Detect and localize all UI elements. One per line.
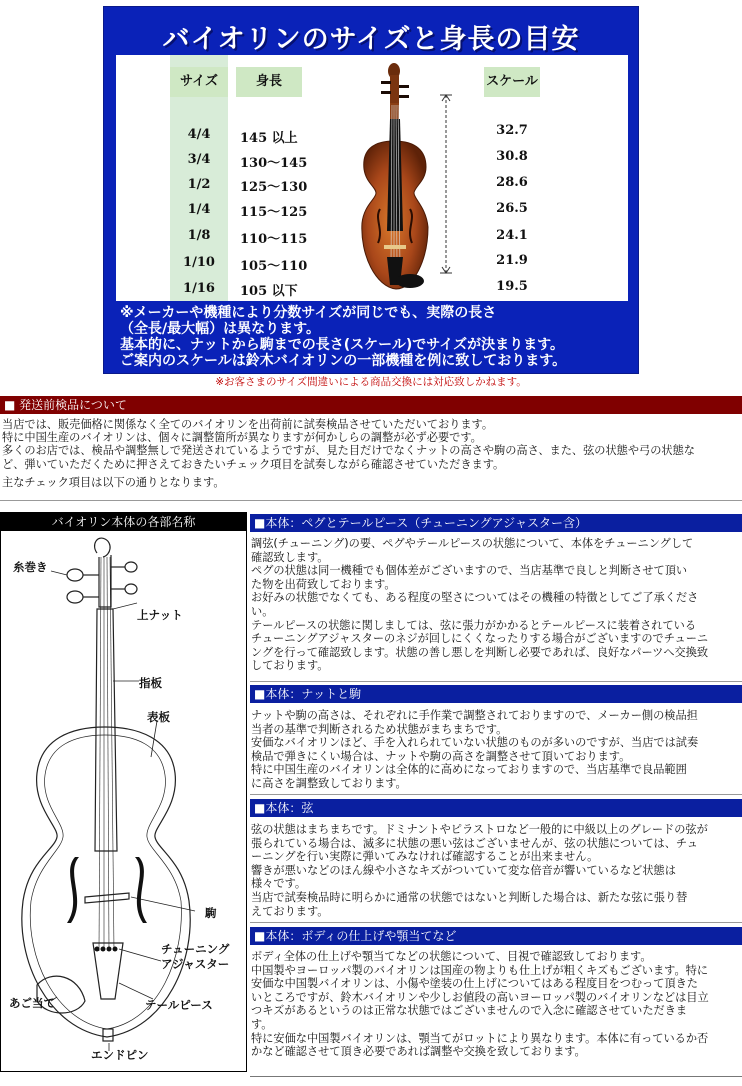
check-line: 様々です。 xyxy=(251,877,307,891)
violin-outline-drawing xyxy=(1,531,246,1071)
scale-cell: 30.8 xyxy=(496,149,528,164)
check-line: ングを行って確認致します。状態の善し悪しを判断し必要であれば、良好なパーツへ交換致 xyxy=(251,645,709,659)
check-line: 確認致します。 xyxy=(251,550,329,564)
scale-column-header: スケール xyxy=(484,67,540,97)
section-rule xyxy=(250,681,742,682)
label-bridge: 駒 xyxy=(205,906,217,920)
height-cell: 130〜145 xyxy=(240,156,308,171)
size-cell: 1/10 xyxy=(183,255,215,270)
check-body-finish xyxy=(251,950,741,1059)
check-body-nut-bridge xyxy=(251,709,741,791)
section-rule xyxy=(250,794,742,795)
check-line: 中国製やヨーロッパ製のバイオリンは国産の物よりも仕上げが粗くキズもございます。特に xyxy=(251,963,709,977)
check-header-body: ■本体：ボディの仕上げや顎当てなど xyxy=(250,927,742,945)
check-line: ナットや駒の高さは、それぞれに手作業で調整されておりますので、メーカー側の検品担 xyxy=(251,709,698,722)
bottom-rule xyxy=(250,1076,742,1077)
height-cell: 125〜130 xyxy=(240,180,308,195)
violin-parts-diagram xyxy=(0,512,247,1072)
size-cell: 1/16 xyxy=(183,281,215,296)
size-exchange-warning: ※お客さまのサイズ間違いによる商品交換には対応致しかねます。 xyxy=(215,376,527,388)
size-chart-notes xyxy=(120,305,630,369)
check-line: つキズがあるというのは正常な状態ではございませんので入念に確認させていただきま xyxy=(251,1004,688,1018)
label-tuner-line2: アジャスター xyxy=(161,957,230,971)
check-line: に高さを調整致しております。 xyxy=(251,776,407,790)
check-line: チューニングアジャスターのネジが回しにくくなったりする場合がございますのでチューニ xyxy=(251,632,709,646)
check-line: 調弦(チューニング)の要、ペグやテールピースの状態について、本体をチューニングして xyxy=(251,537,694,550)
check-line: 響きが悪いなどのほん線や小さなキズがついていて変な倍音が響いているなど状態は xyxy=(251,863,676,877)
check-line: 弦の状態はまちまちです。ドミナントやピラストロなど一般的に中級以上のグレードの弦が xyxy=(251,823,708,836)
section-rule xyxy=(250,922,742,923)
note-line: ※メーカーや機種により分数サイズが同じでも、実際の長さ xyxy=(120,305,497,321)
size-cell: 1/2 xyxy=(187,177,211,192)
check-line: 安価な中国製バイオリンは、小傷や塗装の仕上げについてはある程度目をつむって頂きた xyxy=(251,977,698,991)
check-line: 特に安価な中国製バイオリンは、顎当てがロットにより異なります。本体に有っているか否 xyxy=(251,1031,709,1045)
label-tuner-line1: チューニング xyxy=(161,942,230,956)
label-top-plate: 表板 xyxy=(147,710,170,724)
check-line: えております。 xyxy=(251,904,329,918)
check-line: 特に中国生産のバイオリンは全体的に高めになっておりますので、当店基準で良品範囲 xyxy=(251,763,687,777)
check-line: た物を出荷致しております。 xyxy=(251,577,396,591)
inspection-paragraph: ど、弾いていただくために押さえておきたいチェック項目を試奏しながら確認させていただきます。 xyxy=(2,457,505,471)
check-line: 当店で試奏検品時に明らかに通常の状態ではないと判断した場合は、新たな弦に張り替 xyxy=(251,890,688,904)
check-line: 当者の基準で判断されるため状態がまちまちです。 xyxy=(251,722,508,736)
check-line: 張られている場合は、滅多に状態の悪い弦はございませんが、弦の状態については、チュ xyxy=(251,836,698,850)
check-line: す。 xyxy=(251,1017,273,1031)
inspection-paragraph: 当店では、販売価格に関係なく全てのバイオリンを出荷前に試奏検品させていただいております。 xyxy=(2,418,494,431)
height-cell: 145 以上 xyxy=(240,131,298,146)
section-divider xyxy=(0,500,742,501)
label-nut: 上ナット xyxy=(137,608,183,622)
note-line: （全長/最大幅）は異なります。 xyxy=(120,321,320,337)
label-scroll: 糸巻き xyxy=(13,560,48,574)
inspection-paragraph: 特に中国生産のバイオリンは、個々に調整箇所が異なりますが何かしらの調整が必ず必要です。 xyxy=(2,431,482,445)
label-endpin: エンドピン xyxy=(91,1048,149,1062)
inspection-paragraph: 多くのお店では、検品や調整無しで発送されているようですが、見た目だけでなくナットの高さや駒の高さ、また、弦の状態や弓の状態な xyxy=(2,444,695,458)
check-body-strings xyxy=(251,823,741,918)
check-line: い。 xyxy=(251,604,274,618)
scale-bracket xyxy=(436,93,456,275)
check-line: しております。 xyxy=(251,659,329,673)
check-line: テールピースの状態に関しましては、弦に張力がかかるとテールピースに装着されている xyxy=(251,618,697,632)
check-line: いところですが、鈴木バイオリンや少しお値段の高いヨーロッパ製のバイオリンなどは目立 xyxy=(251,990,709,1004)
check-header-strings: ■本体：弦 xyxy=(250,799,742,817)
height-column-header: 身長 xyxy=(236,67,302,97)
label-tailpiece: テールピース xyxy=(145,998,213,1012)
size-chart-banner xyxy=(103,6,639,374)
size-cell: 1/4 xyxy=(187,202,211,217)
height-cell: 110〜115 xyxy=(240,232,308,247)
scale-cell: 26.5 xyxy=(496,201,528,216)
label-chinrest: あご当て xyxy=(9,996,55,1010)
scale-cell: 32.7 xyxy=(496,123,528,138)
height-cell: 105〜110 xyxy=(240,259,308,274)
size-column-header: サイズ xyxy=(170,67,228,97)
size-chart-title: バイオリンのサイズと身長の目安 xyxy=(162,24,580,55)
parts-diagram-title: バイオリン本体の各部名称 xyxy=(1,513,246,531)
check-line: お好みの状態でなくても、ある程度の堅さについてはその機種の特徴としてご了承くださ xyxy=(251,591,699,605)
check-line: 安価なバイオリンほど、手を入れられていない状態のものが多いのですが、当店では試奏 xyxy=(251,736,699,750)
size-cell: 1/8 xyxy=(187,228,211,243)
check-body-pegs xyxy=(251,537,741,673)
height-cell: 105 以下 xyxy=(240,284,298,299)
note-line: ご案内のスケールは鈴木バイオリンの一部機種を例に致しております。 xyxy=(120,353,567,369)
scale-cell: 21.9 xyxy=(496,253,528,268)
check-line: かなど確認させて頂き必要であれば調整や交換を致しております。 xyxy=(251,1045,586,1059)
scale-cell: 28.6 xyxy=(496,175,528,190)
check-line: 検品で弾きにくい場合は、ナットや駒の高さを調整させて頂いております。 xyxy=(251,749,631,763)
scale-cell: 24.1 xyxy=(496,228,528,243)
scale-cell: 19.5 xyxy=(496,279,528,294)
size-cell: 3/4 xyxy=(187,152,211,167)
check-header-nut-bridge: ■本体：ナットと駒 xyxy=(250,685,742,703)
label-fingerboard: 指板 xyxy=(139,676,162,690)
check-line: ボディ全体の仕上げや顎当てなどの状態について、目視で確認致しております。 xyxy=(251,950,652,963)
check-line: ーニングを行い実際に弾いてみなければ確認することが出来ません。 xyxy=(251,850,599,864)
inspection-paragraph: 主なチェック項目は以下の通りとなります。 xyxy=(2,475,225,489)
height-cell: 115〜125 xyxy=(240,205,308,220)
check-header-pegs: ■本体：ペグとテールピース（チューニングアジャスター含） xyxy=(250,514,742,532)
inspection-header: ■ 発送前検品について xyxy=(0,396,742,414)
size-chart-panel xyxy=(116,55,628,301)
size-cell: 4/4 xyxy=(187,127,211,142)
note-line: 基本的に、ナットから駒までの長さ(スケール)でサイズが決まります。 xyxy=(120,337,564,353)
inspection-body xyxy=(2,418,740,489)
check-line: ペグの状態は同一機種でも個体差がございますので、当店基準で良しと判断させて頂い xyxy=(251,564,688,578)
